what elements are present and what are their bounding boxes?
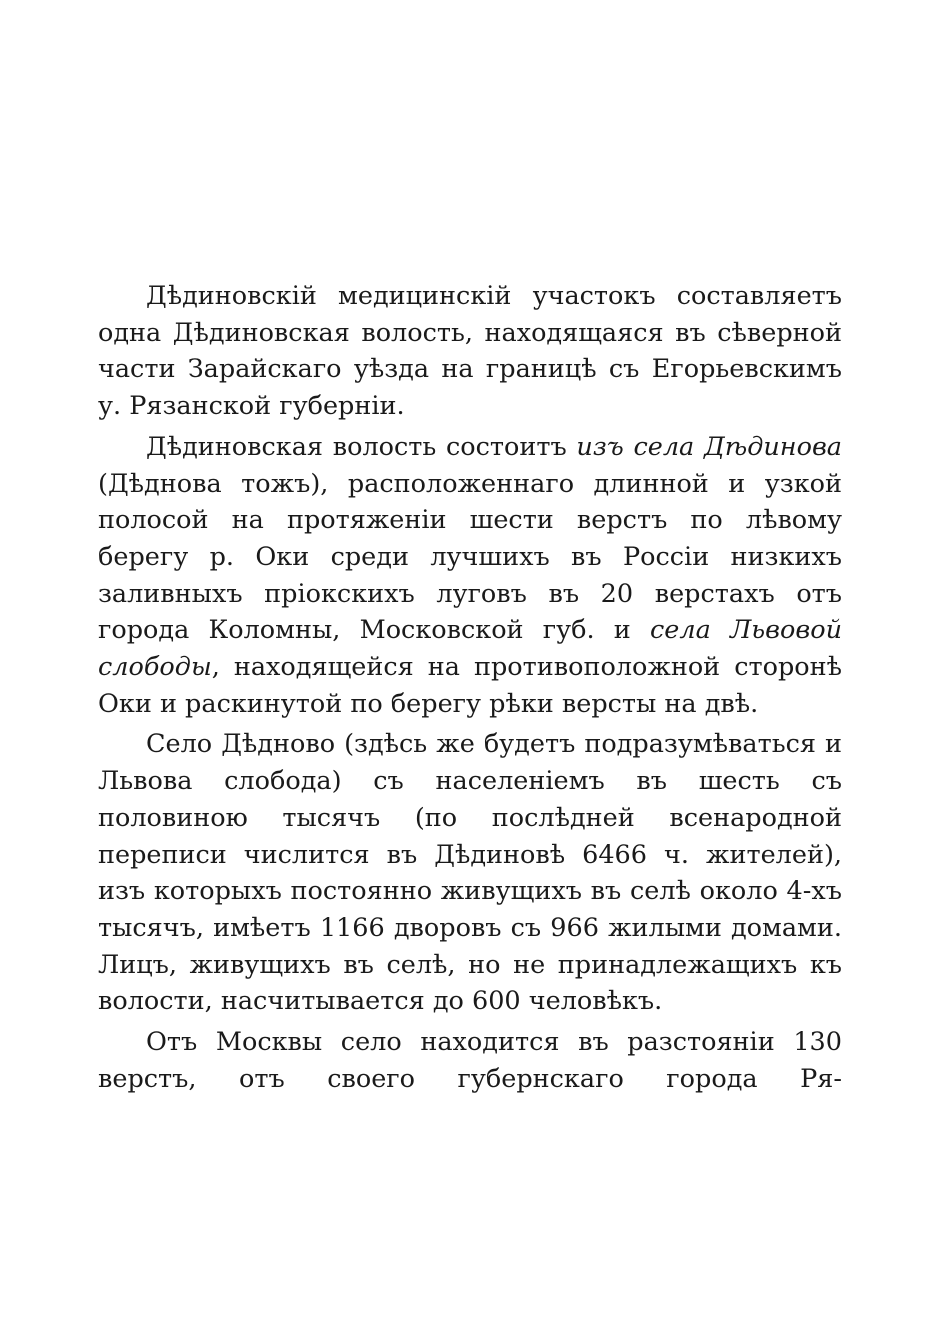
paragraph-3-text: Село Дѣдново (здѣсь же будетъ подразумѣваться и Львова слобода) съ населеніемъ въ шесть съ половиною тысячъ (по послѣдней всенародной переписи числится въ Дѣдиновѣ 6466 ч. жителей), изъ которыхъ постоянно живущихъ въ селѣ около 4-хъ тысячъ, имѣетъ 1166 дворовъ съ 966 жилыми домами. Лицъ, живущихъ въ селѣ, но не принадлежащихъ къ волости, насчитывается до 600 человѣкъ. bbox=[98, 729, 842, 1017]
paragraph-4-text: Отъ Москвы село находится въ разстояніи 130 верстъ, отъ своего губернскаго города Ря- bbox=[98, 1027, 842, 1094]
paragraph-2-italic-b: села Львовой слободы bbox=[98, 615, 842, 683]
paragraph-2-italic-a: изъ села Дѣдинова bbox=[576, 431, 842, 462]
paragraph-2-text-b: (Дѣднова тожъ), расположеннаго длинной и узкой полосой на протяженіи шести верстъ по лѣвому берегу р. Оки среди лучшихъ въ Россіи низкихъ заливныхъ пріокскихъ луговъ въ 20 верстахъ отъ города Коломны, Московской губ. и bbox=[98, 468, 842, 646]
paragraph-4 bbox=[98, 1024, 842, 1097]
page-text bbox=[98, 278, 842, 1101]
paragraph-1 bbox=[98, 278, 842, 425]
paragraph-2 bbox=[98, 429, 842, 723]
paragraph-2-text-a: Дѣдиновская волость состоитъ bbox=[146, 431, 577, 462]
paragraph-3 bbox=[98, 726, 842, 1020]
paragraph-1-text: Дѣдиновскій медицинскій участокъ составляетъ одна Дѣдиновская волость, находящаяся въ сѣверной части Зарайскаго уѣзда на границѣ съ Егорьевскимъ у. Рязанской губерніи. bbox=[98, 281, 842, 422]
paragraph-2-text-c: , находящейся на противоположной сторонѣ Оки и раскинутой по берегу рѣки версты на двѣ. bbox=[98, 652, 842, 719]
